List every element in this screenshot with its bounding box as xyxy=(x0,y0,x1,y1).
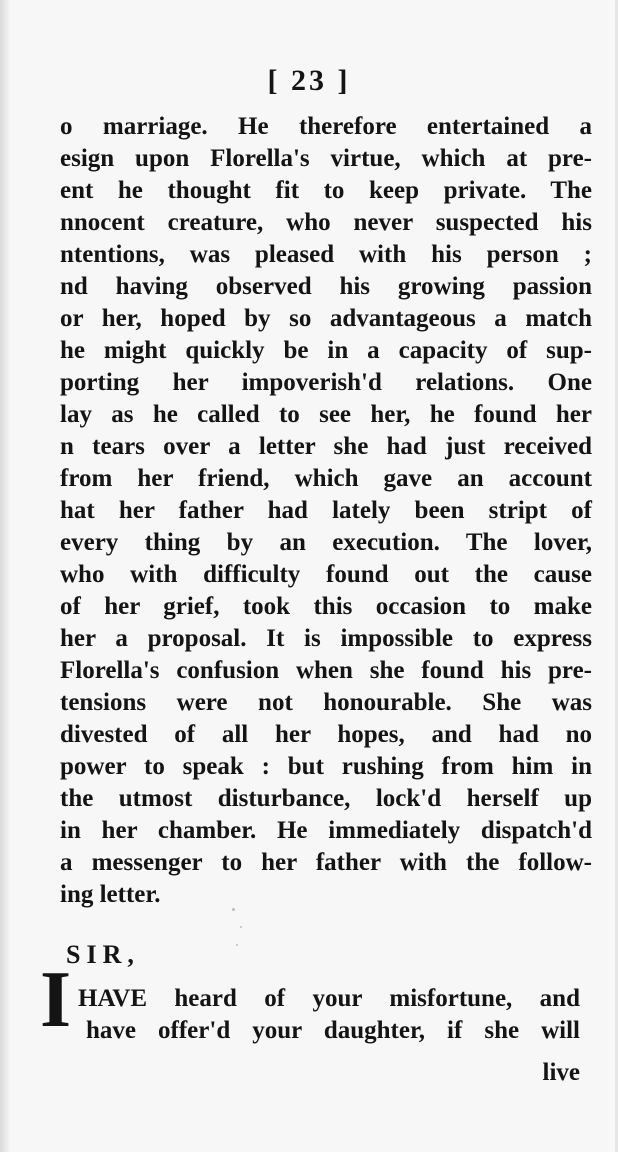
body-line-2: esign upon Florella's virtue, which at pre- xyxy=(60,145,592,172)
body-line-4: nnocent creature, who never suspected his xyxy=(60,209,592,236)
body-line-20: divested of all her hopes, and had no xyxy=(60,721,592,748)
letter-line-1: HAVE heard of your misfortune, and xyxy=(78,985,580,1012)
letter-salutation: SIR, xyxy=(66,940,140,969)
body-line-25: ing letter. xyxy=(60,881,161,908)
body-line-13: hat her father had lately been stript of xyxy=(60,497,592,524)
body-line-23: in her chamber. He immediately dispatch'd xyxy=(60,817,592,844)
drop-cap: I xyxy=(40,956,72,1044)
body-line-6: nd having observed his growing passion xyxy=(60,273,592,300)
body-line-9: porting her impoverish'd relations. One xyxy=(60,369,592,396)
body-line-11: n tears over a letter she had just received xyxy=(60,433,592,460)
paper-speck xyxy=(236,944,238,946)
paper-speck xyxy=(232,908,235,911)
paper-speck xyxy=(240,926,242,928)
body-line-22: the utmost disturbance, lock'd herself up xyxy=(60,785,592,812)
body-line-16: of her grief, took this occasion to make xyxy=(60,593,592,620)
page-number: [ 23 ] xyxy=(267,64,351,97)
body-line-3: ent he thought fit to keep private. The xyxy=(60,177,592,204)
body-line-1: o marriage. He therefore entertained a xyxy=(60,113,592,140)
body-line-10: lay as he called to see her, he found her xyxy=(60,401,592,428)
body-line-15: who with difficulty found out the cause xyxy=(60,561,592,588)
body-line-17: her a proposal. It is impossible to express xyxy=(60,625,592,652)
body-line-5: ntentions, was pleased with his person ; xyxy=(60,241,592,268)
letter-line-2: have offer'd your daughter, if she will xyxy=(86,1017,580,1044)
body-line-8: he might quickly be in a capacity of sup- xyxy=(60,337,592,364)
body-line-21: power to speak : but rushing from him in xyxy=(60,753,592,780)
body-line-14: every thing by an execution. The lover, xyxy=(60,529,592,556)
body-line-12: from her friend, which gave an account xyxy=(60,465,592,492)
body-line-24: a messenger to her father with the follow- xyxy=(60,849,592,876)
body-line-18: Florella's confusion when she found his pre- xyxy=(60,657,592,684)
body-line-19: tensions were not honourable. She was xyxy=(60,689,592,716)
letter-catchword: live xyxy=(542,1059,580,1086)
spine-shadow xyxy=(0,0,10,1152)
body-line-7: or her, hoped by so advantageous a match xyxy=(60,305,592,332)
